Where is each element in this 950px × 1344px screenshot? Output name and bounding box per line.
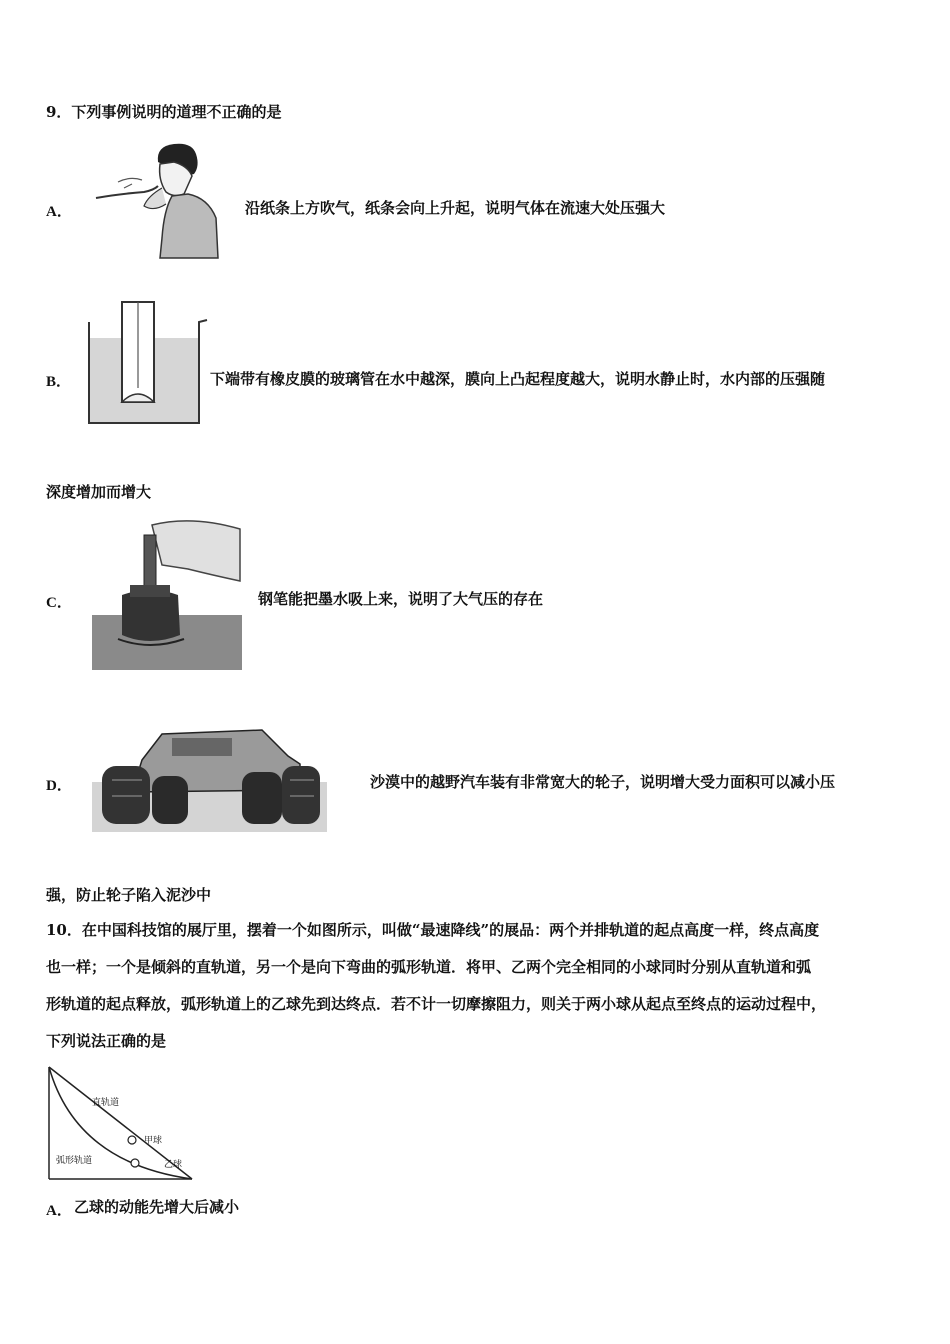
- option-a-text: 沿纸条上方吹气，纸条会向上升起，说明气体在流速大处压强大: [245, 199, 666, 217]
- curved-track-label: 弧形轨道: [56, 1156, 93, 1166]
- option-b-text: 下端带有橡皮膜的玻璃管在水中越深，膜向上凸起程度越大，说明水静止时，水内部的压强随: [210, 370, 826, 388]
- option-b-letter: B．: [46, 374, 72, 390]
- fountain-pen-ink-figure: [92, 515, 242, 670]
- straight-track-label: 直轨道: [92, 1098, 120, 1108]
- off-road-truck-figure: [92, 720, 327, 832]
- option-b-continued: 深度增加而增大: [46, 483, 152, 501]
- option-d-continued: 强，防止轮子陷入泥沙中: [46, 886, 212, 904]
- q10-option-a-text: 乙球的动能先增大后减小: [74, 1198, 240, 1216]
- q10-option-a-letter: A．: [46, 1203, 72, 1219]
- option-d-text: 沙漠中的越野汽车装有非常宽大的轮子，说明增大受力面积可以减小压: [370, 773, 836, 791]
- glass-tube-beaker-figure: [84, 298, 209, 428]
- brachistochrone-figure: [46, 1063, 196, 1185]
- stem-line: 形轨道的起点释放，弧形轨道上的乙球先到达终点．若不计一切摩擦阻力，则关于两小球从起点至终点的运动过程中，: [46, 995, 827, 1013]
- option-c-text: 钢笔能把墨水吸上来，说明了大气压的存在: [258, 590, 544, 608]
- stem-line: 10．在中国科技馆的展厅里，摆着一个如图所示，叫做“最速降线”的展品：两个并排轨道的起点高度一样，终点高度: [46, 921, 820, 939]
- option-a-letter: A．: [46, 204, 72, 220]
- ball-a-label: 甲球: [144, 1136, 163, 1146]
- question-10-stem: [46, 912, 826, 1060]
- blowing-paper-figure: [88, 140, 223, 265]
- option-d-letter: D．: [46, 778, 72, 794]
- stem-line: 下列说法正确的是: [46, 1032, 167, 1050]
- option-c-letter: C．: [46, 595, 72, 611]
- ball-b-label: 乙球: [164, 1160, 183, 1170]
- stem-line: 也一样；一个是倾斜的直轨道，另一个是向下弯曲的弧形轨道．将甲、乙两个完全相同的小球同时分别从直轨道和弧: [46, 958, 812, 976]
- question-9-stem: 9．下列事例说明的道理不正确的是: [46, 103, 282, 121]
